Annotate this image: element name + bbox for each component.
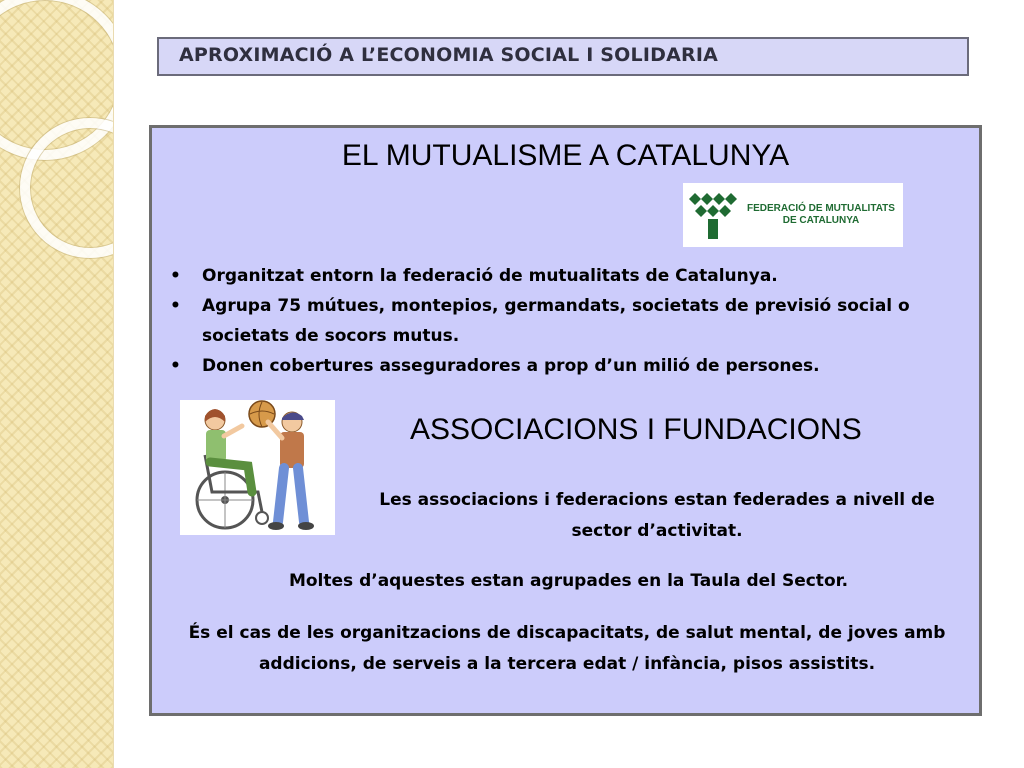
paragraph-taula-sector: Moltes d’aquestes estan agrupades en la Taula del Sector. <box>288 571 849 591</box>
federacio-logo-text <box>747 203 895 227</box>
bullet-text: Agrupa 75 mútues, montepios, germandats, societats de previsió social o societats de socors mutus. <box>202 296 910 346</box>
slide-header-title: APROXIMACIÓ A L’ECONOMIA SOCIAL I SOLIDARIA <box>179 44 718 66</box>
decorative-side-strip <box>0 0 114 768</box>
bullet-text: Donen cobertures asseguradores a prop d’un milió de persones. <box>202 356 820 376</box>
bullet-list <box>168 261 968 381</box>
logo-text-line: FEDERACIÓ DE MUTUALITATS <box>747 203 895 214</box>
bullet-icon: • <box>170 296 181 316</box>
section-title-associacions: ASSOCIACIONS I FUNDACIONS <box>410 413 862 446</box>
list-item <box>168 261 968 291</box>
list-item <box>168 291 968 351</box>
paragraph-federades: Les associacions i federacions estan federades a nivell de sector d’activitat. <box>379 490 935 541</box>
content-panel <box>149 125 982 716</box>
list-item <box>168 351 968 381</box>
section-title-mutualisme: EL MUTUALISME A CATALUNYA <box>341 139 790 172</box>
federacio-logo-mark-icon <box>689 189 739 241</box>
federacio-logo <box>683 183 903 247</box>
logo-text-line: DE CATALUNYA <box>782 215 860 226</box>
wheelchair-illustration <box>180 400 335 535</box>
header-banner <box>157 37 969 76</box>
bullet-icon: • <box>170 356 181 376</box>
paragraph-organitzacions: És el cas de les organitzacions de discapacitats, de salut mental, de joves amb addicions, de serveis a la tercera edat / infància, pisos assistits. <box>188 623 946 674</box>
bullet-icon: • <box>170 266 181 286</box>
wheelchair-basketball-icon <box>180 400 335 535</box>
bullet-text: Organitzat entorn la federació de mutualitats de Catalunya. <box>202 266 778 286</box>
